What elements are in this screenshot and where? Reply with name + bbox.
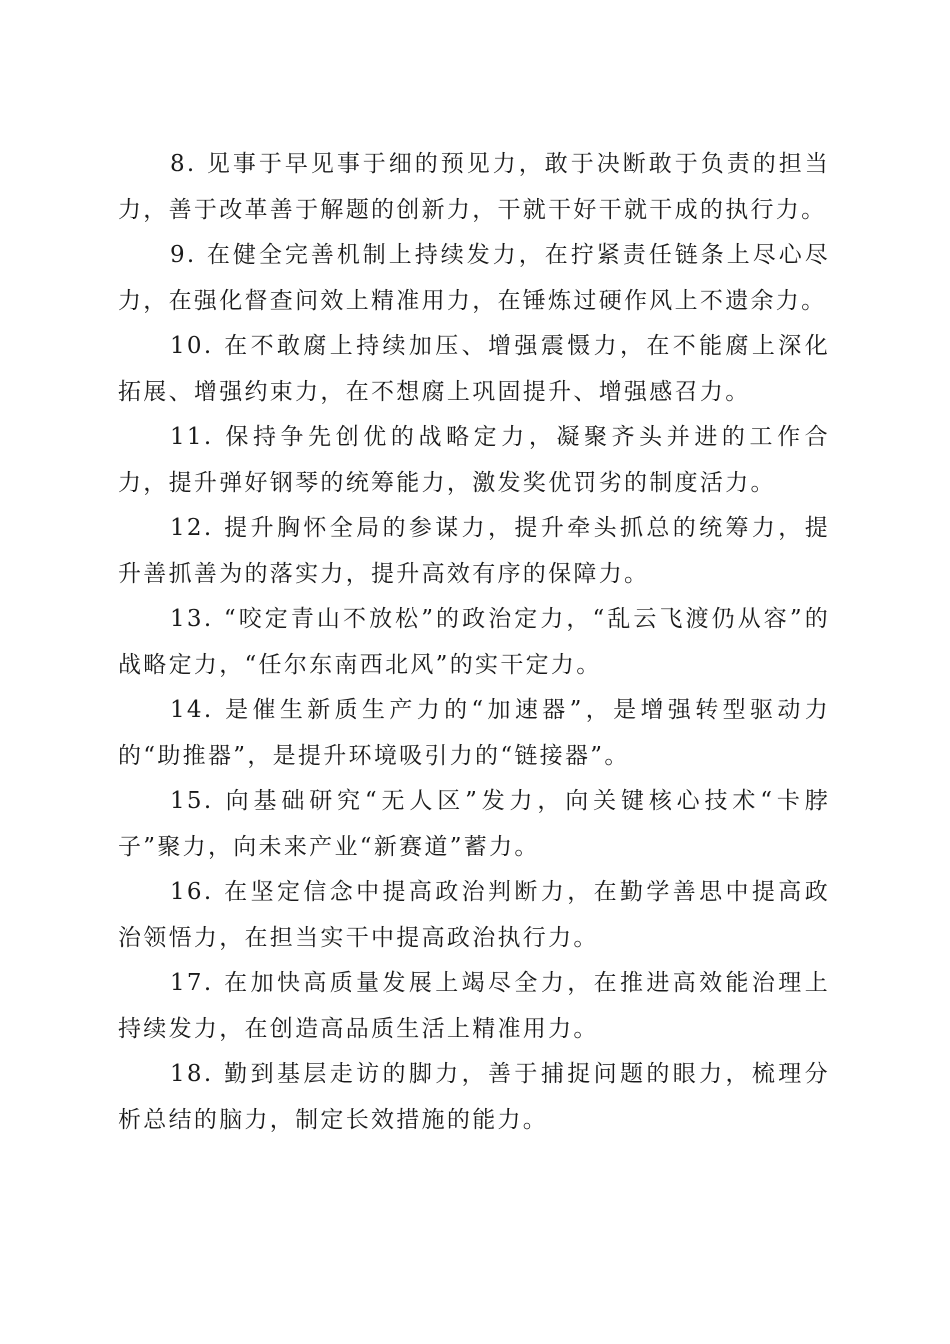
paragraph-9: 9. 在健全完善机制上持续发力，在拧紧责任链条上尽心尽力，在强化督查问效上精准用力，在锤炼过硬作风上不遗余力。 bbox=[118, 242, 830, 314]
paragraph-14: 14. 是催生新质生产力的“加速器”，是增强转型驱动力的“助推器”，是提升环境吸引力的“链接器”。 bbox=[118, 697, 830, 769]
document-body bbox=[118, 142, 830, 1143]
paragraph-15: 15. 向基础研究“无人区”发力，向关键核心技术“卡脖子”聚力，向未来产业“新赛道”蓄力。 bbox=[118, 788, 830, 860]
paragraph-17: 17. 在加快高质量发展上竭尽全力，在推进高效能治理上持续发力，在创造高品质生活上精准用力。 bbox=[118, 970, 830, 1042]
paragraph-11: 11. 保持争先创优的战略定力，凝聚齐头并进的工作合力，提升弹好钢琴的统筹能力，激发奖优罚劣的制度活力。 bbox=[118, 424, 830, 496]
paragraph-10: 10. 在不敢腐上持续加压、增强震慑力，在不能腐上深化拓展、增强约束力，在不想腐上巩固提升、增强感召力。 bbox=[118, 333, 830, 405]
paragraph-8: 8. 见事于早见事于细的预见力，敢于决断敢于负责的担当力，善于改革善于解题的创新力，干就干好干就干成的执行力。 bbox=[118, 151, 830, 223]
paragraph-16: 16. 在坚定信念中提高政治判断力，在勤学善思中提高政治领悟力，在担当实干中提高政治执行力。 bbox=[118, 879, 830, 951]
paragraph-12: 12. 提升胸怀全局的参谋力，提升牵头抓总的统筹力，提升善抓善为的落实力，提升高效有序的保障力。 bbox=[118, 515, 830, 587]
paragraph-18: 18. 勤到基层走访的脚力，善于捕捉问题的眼力，梳理分析总结的脑力，制定长效措施的能力。 bbox=[118, 1061, 830, 1133]
paragraph-13: 13. “咬定青山不放松”的政治定力，“乱云飞渡仍从容”的战略定力，“任尔东南西北风”的实干定力。 bbox=[118, 606, 830, 678]
